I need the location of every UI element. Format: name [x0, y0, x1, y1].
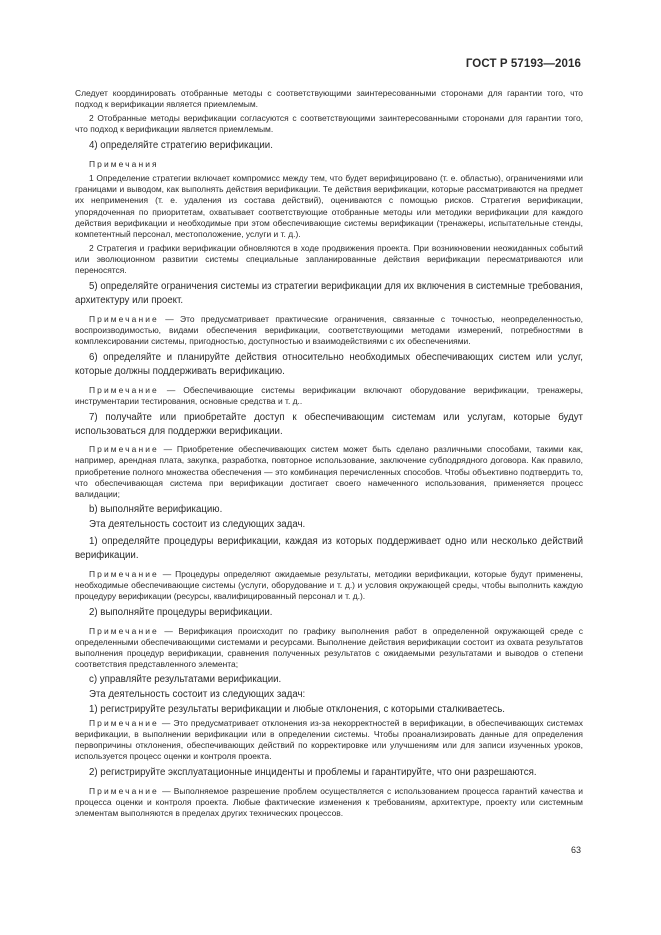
- note-paragraph: [75, 113, 583, 135]
- note-text: — Выполняемое разрешение проблем осуществляется с использованием процесса гарантий качества и процесса оценки и контроля проекта. Любые фактические изменения к требованиям, архитектуре, проекту или системным элементам выполняются в пределах других технических процессов.: [75, 786, 583, 819]
- note-label: Примечание: [89, 444, 159, 455]
- body-paragraph: [75, 351, 583, 379]
- body-paragraph: [75, 535, 583, 563]
- paragraph-text: 2) выполняйте процедуры верификации.: [89, 607, 273, 619]
- note-label: Примечание: [89, 313, 159, 324]
- note-label: Примечание: [89, 569, 159, 580]
- page-number: 63: [570, 845, 581, 855]
- note-text: — Обеспечивающие системы верификации включают оборудование верификации, тренажеры, инструментарии тестирования, основные средства и т. д..: [75, 384, 583, 406]
- paragraph-text: 1 Определение стратегии включает компромисс между тем, что будет верифицировано (т. е. областью), ограничениями или границами и выводом, как выполнять действия верификации. Те действия верификации, которые рассматриваются на предмет их неприменения (т. е. удаления из состава действий), оцениваются с помощью рисков. Стратегия верификации, упорядоченная по приоритетам, охватывает соответствующие отобранные методы или методики верификации для каждого действия верификации и необходимые при этом обеспечивающие системы верификации (тренажеры, испытательные стенды, компетентный персонал, местоположение, услуги и т. д.).: [75, 173, 583, 239]
- notes-heading: [75, 159, 583, 170]
- note-paragraph: [75, 88, 583, 110]
- body-paragraph: [75, 673, 583, 687]
- note-paragraph: [75, 786, 583, 819]
- note-text: — Это предусматривает практические ограничения, связанные с точностью, неопределенностью, воспроизводимостью, видами обеспечения верификации, соответствующими методами измерений, потребностями в комплексировании системы, пригодностью, доступностью и взаимодействиями с их обеспечениями.: [75, 313, 583, 346]
- note-text: — Процедуры определяют ожидаемые результаты, методики верификации, которые будут применены, необходимые обеспечивающие системы (услуги, оборудование и т. д.) и условия окружающей среды, чтобы выполнить каждую процедуру верификации (ресурсы, квалифицированный персонал и т. д.).: [75, 569, 583, 602]
- paragraph-text: c) управляйте результатами верификации.: [89, 674, 282, 686]
- note-paragraph: [75, 173, 583, 240]
- note-paragraph: [75, 444, 583, 499]
- body-paragraph: [75, 518, 583, 532]
- paragraph-text: Эта деятельность состоит из следующих задач:: [89, 689, 306, 701]
- paragraph-text: 4) определяйте стратегию верификации.: [89, 140, 273, 152]
- note-paragraph: [75, 718, 583, 762]
- note-text: — Верификация происходит по графику выполнения работ в определенной окружающей среде с определенными обеспечивающими системами и ресурсами. Выполнение действия верификации состоит из охвата результатов выполнения процедур верификации, сравнения полученных результатов с ожидаемыми результатами и выводов о степени соответствия представленного элемента;: [75, 626, 583, 670]
- note-paragraph: [75, 314, 583, 347]
- note-text: — Приобретение обеспечивающих систем может быть сделано различными способами, такими как, например, арендная плата, закупка, разработка, повторное использование, заключение субподрядного договора. Как правило, приобретение полного множества обеспечения — это комбинация перечисленных способов. Чтобы объективно подтвердить то, что обеспечивающая система при верификации достигает своего намеченного использования, применяется процесс валидации;: [75, 444, 583, 499]
- paragraph-text: Примечания: [89, 159, 159, 170]
- note-paragraph: [75, 243, 583, 276]
- paragraph-text: 1) определяйте процедуры верификации, каждая из которых поддерживает одно или несколько действий верификации.: [75, 536, 583, 562]
- body-paragraph: [75, 688, 583, 702]
- note-label: Примечание: [89, 717, 159, 728]
- note-text: — Это предусматривает отклонения из-за некорректностей в верификации, в обеспечивающих системах верификации, в выполнении верификации или в определении системы. Чтобы проанализировать данные для определения первопричины отклонения, обеспечивающих действий по корректировке или улучшениям или для записи изученных уроков, используется процесс оценки и контроля проекта.: [75, 717, 583, 762]
- paragraph-text: 5) определяйте ограничения системы из стратегии верификации для их включения в системные требования, архитектуру или проект.: [75, 281, 583, 306]
- body-paragraph: [75, 411, 583, 439]
- note-paragraph: [75, 385, 583, 407]
- paragraph-text: 2 Отобранные методы верификации согласуются с соответствующими заинтересованными сторонами для гарантии того, что подход к верификации является приемлемым.: [75, 113, 583, 135]
- body-paragraph: [75, 703, 583, 717]
- paragraph-text: 7) получайте или приобретайте доступ к обеспечивающим системам или услугам, которые будут использоваться для поддержки верификации.: [75, 411, 583, 437]
- paragraph-text: Следует координировать отобранные методы с соответствующими заинтересованными сторонами для гарантии того, что подход к верификации является приемлемым.: [75, 88, 583, 110]
- paragraph-text: 2) регистрируйте эксплуатационные инциденты и проблемы и гарантируйте, что они разрешаются.: [89, 767, 537, 779]
- body-paragraph: [75, 280, 583, 308]
- body-paragraph: [75, 503, 583, 517]
- note-label: Примечание: [89, 626, 159, 637]
- paragraph-text: 1) регистрируйте результаты верификации и любые отклонения, с которыми сталкиваетесь.: [89, 704, 506, 716]
- body-paragraph: [75, 766, 583, 780]
- paragraph-text: Эта деятельность состоит из следующих задач.: [89, 518, 306, 530]
- note-label: Примечание: [89, 384, 159, 395]
- document-code: ГОСТ Р 57193—2016: [465, 58, 581, 70]
- body-paragraph: [75, 606, 583, 620]
- note-paragraph: [75, 626, 583, 670]
- paragraph-text: 6) определяйте и планируйте действия относительно необходимых обеспечивающих систем или услуг, которые должны поддерживать верификацию.: [75, 351, 583, 377]
- note-paragraph: [75, 569, 583, 602]
- document-body: [75, 88, 583, 822]
- body-paragraph: [75, 139, 583, 153]
- note-label: Примечание: [89, 786, 159, 797]
- paragraph-text: 2 Стратегия и графики верификации обновляются в ходе продвижения проекта. При возникновении неожиданных событий или эволюционном развитии системы специальные запланированные действия верификации пересматриваются или переносятся.: [75, 242, 583, 276]
- paragraph-text: b) выполняйте верификацию.: [89, 503, 223, 515]
